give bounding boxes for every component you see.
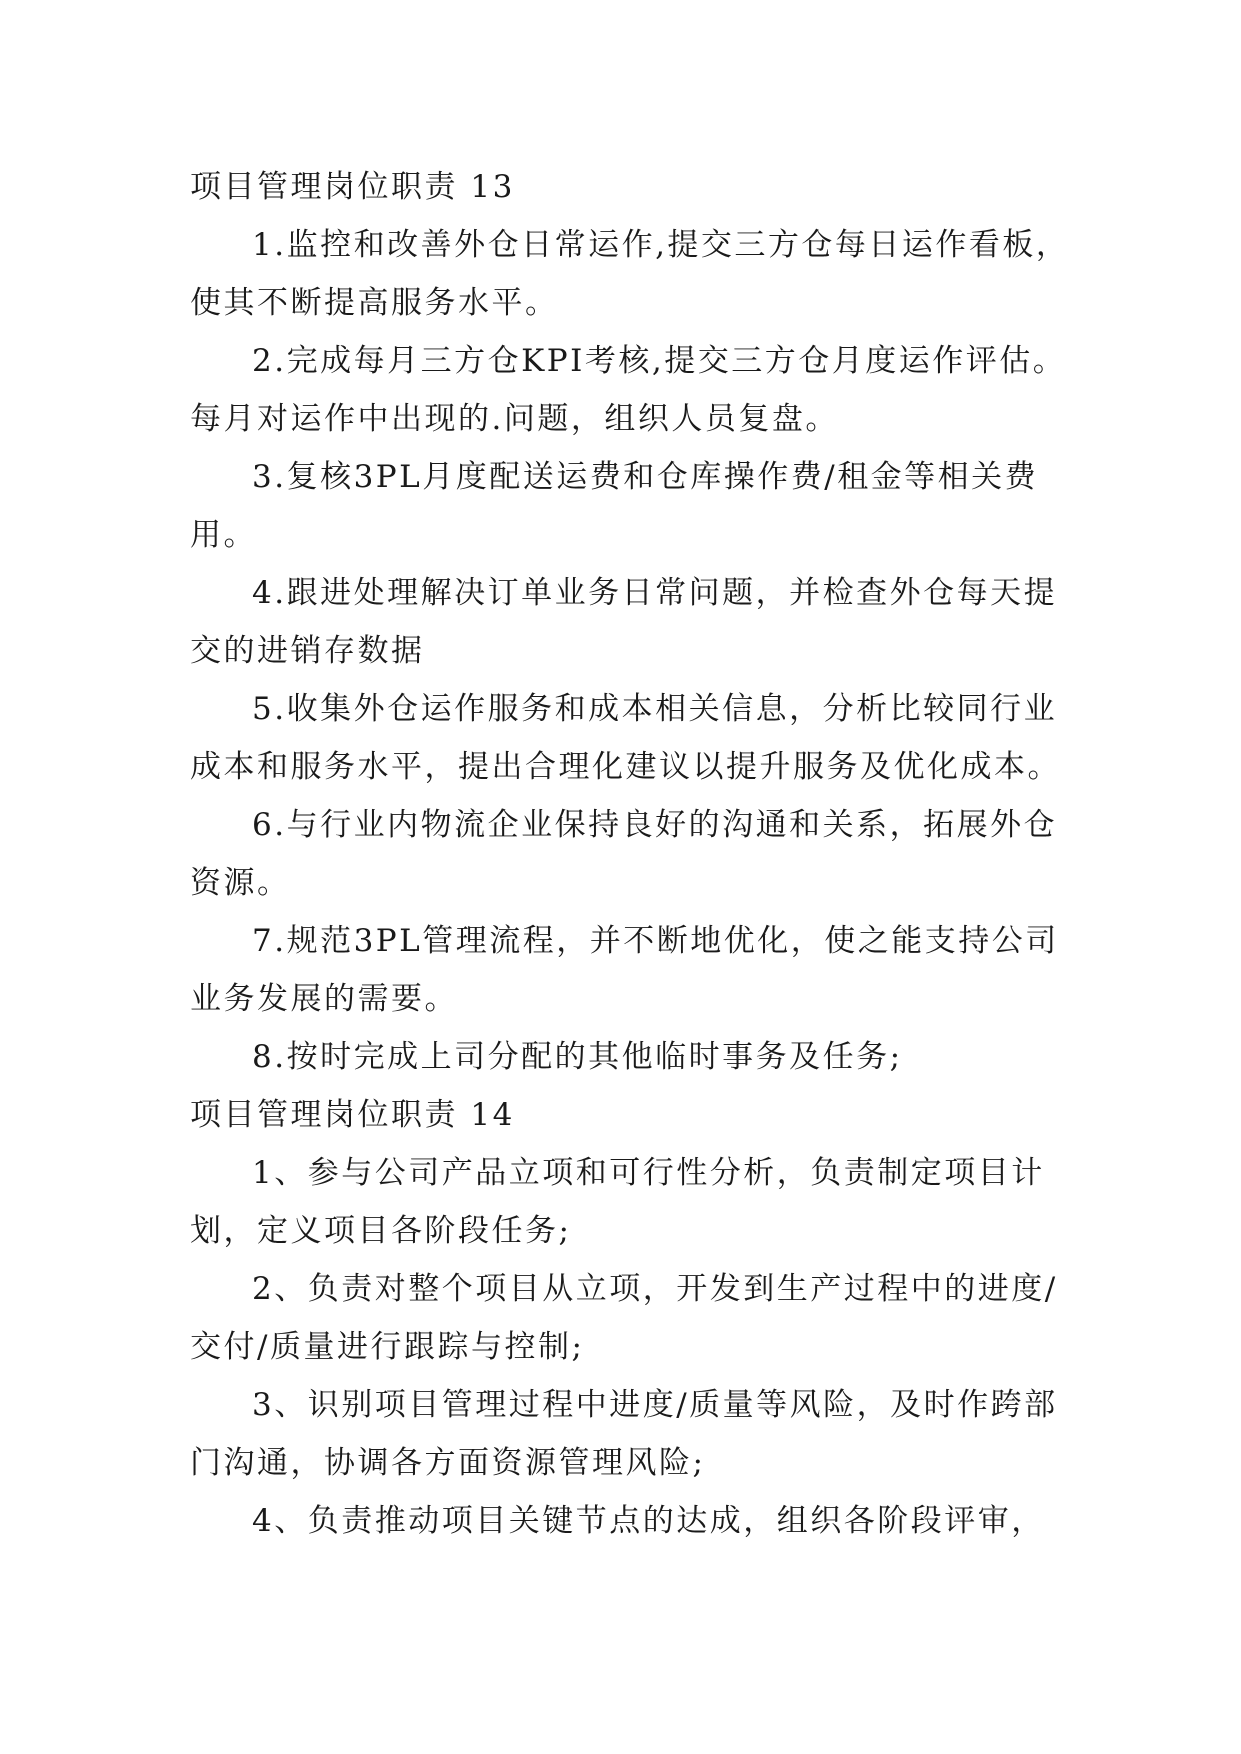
- duty-line: 5.收集外仓运作服务和成本相关信息，分析比较同行业: [252, 691, 1058, 727]
- duty-line: 2.完成每月三方仓KPI考核,提交三方仓月度运作评估。: [252, 343, 1067, 379]
- duty-line: 交的进销存数据: [190, 633, 425, 669]
- duty-line: 每月对运作中出现的.问题，组织人员复盘。: [190, 401, 839, 437]
- duty-line: 1.监控和改善外仓日常运作,提交三方仓每日运作看板，: [252, 227, 1070, 263]
- duty-item: [190, 796, 1058, 912]
- duty-item: [190, 448, 1050, 564]
- duty-item: [190, 564, 1058, 680]
- duty-item: [190, 1376, 1058, 1492]
- duty-line: 3.复核3PL月度配送运费和仓库操作费/租金等相关费: [252, 459, 1039, 495]
- duty-item: [190, 680, 1061, 796]
- duty-line: 资源。: [190, 865, 291, 901]
- duty-line: 划，定义项目各阶段任务;: [190, 1213, 572, 1249]
- duty-line: 2、负责对整个项目从立项，开发到生产过程中的进度/: [252, 1271, 1058, 1307]
- duty-item: [190, 1260, 1058, 1376]
- section-heading: 项目管理岗位职责 13: [190, 169, 515, 205]
- duty-line: 3、识别项目管理过程中进度/质量等风险，及时作跨部: [252, 1387, 1058, 1423]
- duty-item: [190, 332, 1067, 448]
- duty-line: 交付/质量进行跟踪与控制;: [190, 1329, 585, 1365]
- duty-line: 使其不断提高服务水平。: [190, 285, 559, 321]
- duty-line: 门沟通，协调各方面资源管理风险;: [190, 1445, 706, 1481]
- duty-line: 7.规范3PL管理流程，并不断地优化，使之能支持公司: [252, 923, 1059, 959]
- duty-item: [190, 216, 1070, 332]
- duty-line: 8.按时完成上司分配的其他临时事务及任务;: [252, 1039, 903, 1075]
- duty-item: [190, 1028, 1050, 1086]
- duty-line: 业务发展的需要。: [190, 981, 458, 1017]
- duty-item: [190, 912, 1059, 1028]
- duty-line: 成本和服务水平，提出合理化建议以提升服务及优化成本。: [190, 749, 1061, 785]
- duty-line: 1、参与公司产品立项和可行性分析，负责制定项目计: [252, 1155, 1045, 1191]
- duty-line: 6.与行业内物流企业保持良好的沟通和关系，拓展外仓: [252, 807, 1058, 843]
- duty-item: [190, 1492, 1050, 1550]
- duty-item: [190, 1144, 1050, 1260]
- duty-line: 4.跟进处理解决订单业务日常问题，并检查外仓每天提: [252, 575, 1058, 611]
- section-heading: 项目管理岗位职责 14: [190, 1097, 515, 1133]
- duty-line: 用。: [190, 517, 257, 553]
- duty-line: 4、负责推动项目关键节点的达成，组织各阶段评审，: [252, 1503, 1045, 1539]
- document-body: [190, 158, 1070, 1550]
